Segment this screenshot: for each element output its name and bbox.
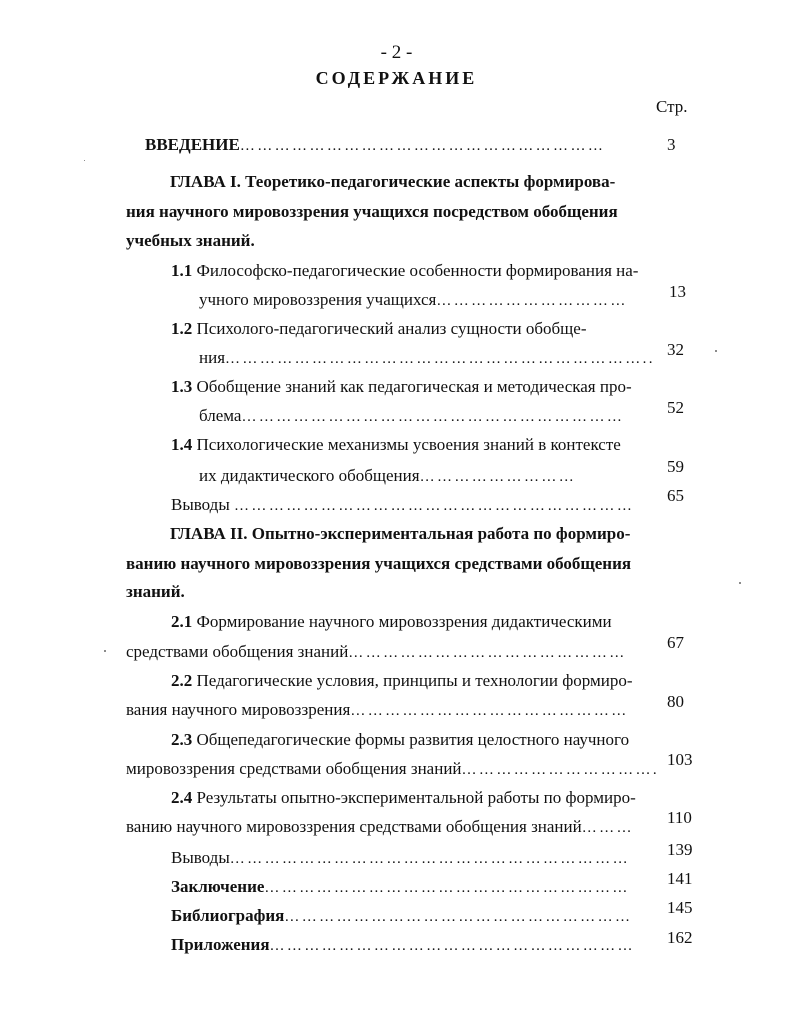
section-number: 1.3 [171,377,193,396]
toc-entry-2-1 [171,612,612,632]
toc-entry-conclusions-1 [171,495,634,516]
toc-entry-continuation [199,290,628,311]
toc-entry-bibliography [171,906,632,927]
toc-leader-dots: ……………………………………………………… [239,138,606,154]
toc-entry-text: Общепедагогические формы развития целостного научного [196,730,630,749]
toc-leader-dots: ……………………………………………………… [264,880,630,896]
toc-page-number: 139 [667,840,693,859]
toc-entry-text: вания научного мировоззрения [126,700,351,719]
toc-entry-text: их дидактического обобщения [199,466,420,485]
toc-page-number: 80 [667,692,684,711]
toc-leader-dots: …………………………………………………………… [229,851,630,867]
chapter-heading-line: ГЛАВА I. Теоретико-педагогические аспекты формирова- [170,172,616,191]
toc-entry-label: Выводы [171,848,230,867]
toc-entry-continuation [126,642,627,663]
toc-entry-text: учного мировоззрения учащихся [199,290,437,309]
toc-entry-text: Психологические механизмы усвоения знаний в контексте [196,435,621,454]
section-number: 1.2 [171,319,193,338]
toc-entry-1-4 [171,435,621,455]
toc-entry-label: ВВЕДЕНИЕ [145,135,240,154]
scan-speck [739,582,741,584]
toc-page-number: 13 [669,282,686,301]
toc-page-number: 59 [667,457,684,476]
toc-entry-text: блема [199,406,242,425]
toc-entry-continuation [126,700,629,721]
toc-page-number: 52 [667,398,684,417]
section-number: 2.1 [171,612,193,631]
toc-leader-dots: ………………………………………… [348,645,627,661]
toc-entry-text: Психолого-педагогический анализ сущности обобще- [196,319,587,338]
toc-entry-continuation [126,759,659,780]
section-number: 2.4 [171,788,193,807]
toc-leader-dots: ……………………………………………………………….. [225,351,655,367]
toc-entry-label: Приложения [171,935,270,954]
toc-entry-1-1 [171,261,638,281]
scan-speck [715,350,717,352]
toc-leader-dots: ……………………………………………………… [269,938,635,954]
section-number: 2.3 [171,730,193,749]
toc-page-number: 3 [667,135,676,154]
chapter-heading-line: учебных знаний. [126,231,255,250]
toc-entry-intro [145,135,605,156]
toc-page-number: 145 [667,898,693,917]
section-number: 1.1 [171,261,193,280]
toc-leader-dots: ………………………………………………………… [241,409,625,425]
toc-page-number: 141 [667,869,693,888]
toc-leader-dots: ……………………………. [461,762,660,778]
toc-entry-continuation [199,466,576,487]
toc-entry-2-2 [171,671,633,691]
chapter-heading-line: ния научного мировоззрения учащихся посредством обобщения [126,202,618,221]
toc-entry-final-conclusion [171,877,630,898]
toc-entry-text: ванию научного мировоззрения средствами обобщения знаний [126,817,582,836]
toc-entry-appendices [171,935,635,956]
toc-leader-dots: …………………………………………………………… [234,498,635,514]
toc-entry-label: Выводы [171,495,230,514]
toc-entry-label: Библиография [171,906,285,925]
chapter-heading-line: знаний. [126,582,185,601]
toc-page-number: 65 [667,486,684,505]
toc-page-number: 67 [667,633,684,652]
toc-leader-dots: …………………………… [436,293,628,309]
chapter-heading-line: ГЛАВА II. Опытно-экспериментальная работа по формиро- [170,524,631,543]
page-column-label: Стр. [656,97,688,116]
toc-leader-dots: ……… [581,820,634,836]
toc-entry-2-3 [171,730,629,750]
page-number: - 2 - [380,42,413,63]
toc-entry-text: мировоззрения средствами обобщения знаний [126,759,462,778]
toc-leader-dots: ……………………… [419,469,577,485]
toc-leader-dots: …………………………………………………… [284,909,633,925]
section-number: 2.2 [171,671,193,690]
toc-entry-text: ния [199,348,226,367]
page-title: СОДЕРЖАНИЕ [315,68,478,88]
toc-entry-text: Педагогические условия, принципы и технологии формиро- [196,671,633,690]
toc-entry-continuation [199,406,624,427]
toc-page-number: 32 [667,340,684,359]
toc-page-number: 162 [667,928,693,947]
chapter-heading-line: ванию научного мировоззрения учащихся средствами обобщения [126,554,632,573]
scan-speck [104,650,106,652]
toc-entry-continuation [126,817,634,838]
toc-entry-label: Заключение [171,877,265,896]
toc-entry-text: средствами обобщения знаний [126,642,349,661]
toc-page-number: 110 [667,808,692,827]
toc-entry-text: Результаты опытно-экспериментальной работы по формиро- [196,788,636,807]
scan-speck [84,160,85,161]
toc-entry-2-4 [171,788,636,808]
toc-entry-continuation [199,348,655,369]
toc-entry-conclusions-2 [171,848,630,869]
toc-page-number: 103 [667,750,693,769]
toc-entry-text: Философско-педагогические особенности формирования на- [196,261,639,280]
section-number: 1.4 [171,435,193,454]
toc-entry-1-3 [171,377,632,397]
toc-entry-text: Обобщение знаний как педагогическая и методическая про- [196,377,632,396]
toc-entry-text: Формирование научного мировоззрения дидактическими [196,612,612,631]
toc-entry-1-2 [171,319,586,339]
toc-leader-dots: ………………………………………… [350,703,629,719]
